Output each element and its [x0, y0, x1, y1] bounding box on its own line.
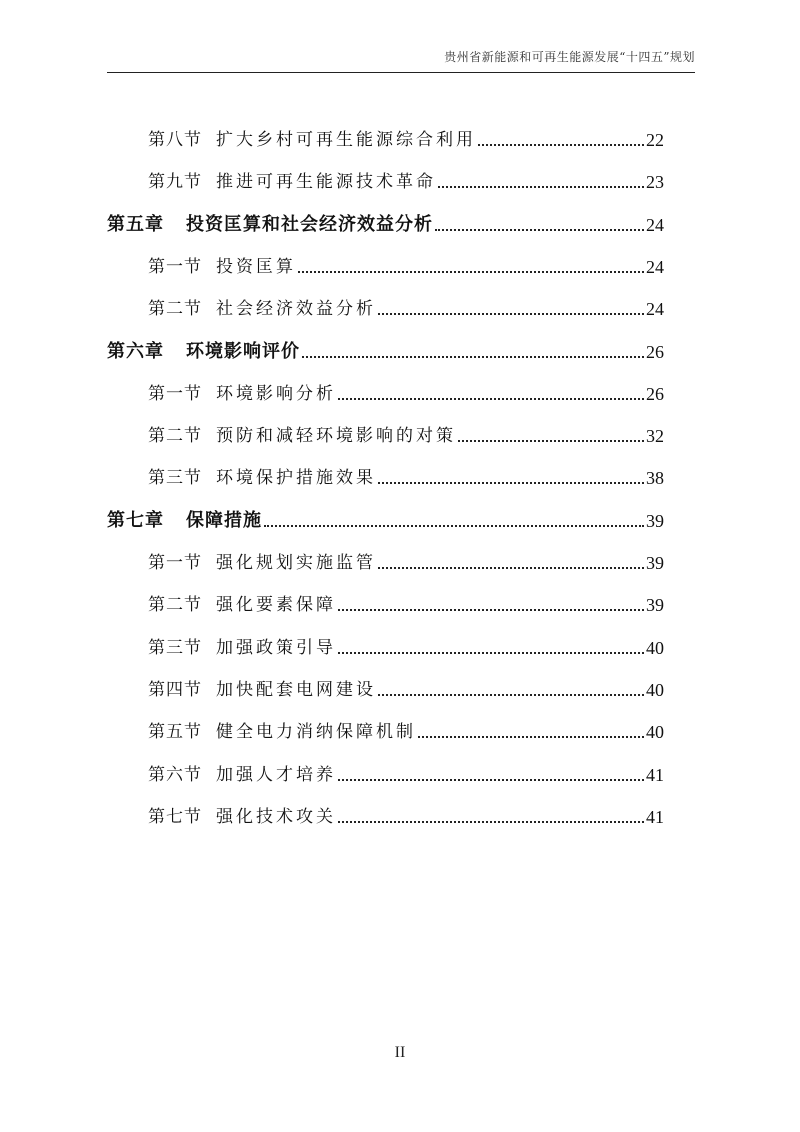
toc-entry-title: 强化技术攻关	[216, 806, 336, 827]
toc-section-entry[interactable]	[148, 586, 664, 616]
toc-entry-page: 26	[646, 341, 664, 362]
toc-entry-title: 投资匡算和社会经济效益分析	[186, 213, 433, 235]
toc-section-entry[interactable]	[148, 798, 664, 828]
toc-section-entry[interactable]	[148, 163, 664, 193]
page-number: II	[394, 1044, 406, 1061]
toc-entry-title: 加快配套电网建设	[216, 679, 376, 700]
toc-entry-number: 第一节	[148, 383, 202, 404]
toc-section-entry[interactable]	[148, 121, 664, 151]
toc-dot-leader	[435, 229, 644, 231]
toc-section-entry[interactable]	[148, 629, 664, 659]
toc-dot-leader	[264, 525, 644, 527]
toc-dot-leader	[338, 609, 644, 611]
toc-entry-page: 38	[646, 468, 664, 489]
toc-section-entry[interactable]	[148, 290, 664, 320]
toc-dot-leader	[338, 398, 644, 400]
toc-entry-page: 22	[646, 130, 664, 150]
toc-entry-title: 预防和减轻环境影响的对策	[216, 426, 456, 447]
toc-entry-title: 社会经济效益分析	[216, 299, 376, 320]
toc-entry-page: 23	[646, 172, 664, 193]
toc-section-entry[interactable]	[148, 671, 664, 701]
toc-chapter-entry[interactable]	[107, 502, 664, 532]
toc-dot-leader	[478, 144, 644, 146]
toc-chapter-entry[interactable]	[107, 333, 664, 363]
toc-entry-page: 41	[646, 806, 664, 827]
toc-section-entry[interactable]	[148, 756, 664, 786]
toc-entry-number: 第二节	[148, 426, 202, 447]
toc-entry-page: 39	[646, 595, 664, 616]
toc-entry-title: 环境影响分析	[216, 383, 336, 404]
toc-dot-leader	[378, 694, 644, 696]
toc-section-entry[interactable]	[148, 713, 664, 743]
toc-entry-page: 40	[646, 637, 664, 658]
toc-entry-number: 第六节	[148, 764, 202, 785]
toc-entry-page: 24	[646, 299, 664, 320]
toc-dot-leader	[338, 652, 644, 654]
toc-entry-number: 第一节	[148, 553, 202, 573]
toc-entry-number: 第九节	[148, 172, 202, 193]
toc-section-entry[interactable]	[148, 375, 664, 405]
toc-entry-title: 环境影响评价	[186, 340, 300, 362]
toc-entry-page: 39	[646, 553, 664, 573]
toc-section-entry[interactable]	[148, 544, 664, 574]
toc-section-entry[interactable]	[148, 248, 664, 278]
toc-section-entry[interactable]	[148, 417, 664, 447]
toc-dot-leader	[378, 313, 644, 315]
toc-entry-title: 投资匡算	[216, 256, 296, 277]
toc-entry-number: 第二节	[148, 299, 202, 320]
toc-dot-leader	[438, 186, 644, 188]
toc-entry-page: 41	[646, 764, 664, 785]
toc-dot-leader	[378, 567, 644, 569]
toc-entry-title: 强化要素保障	[216, 595, 336, 616]
toc-entry-page: 24	[646, 256, 664, 277]
toc-entry-number: 第四节	[148, 679, 202, 700]
running-header: 贵州省新能源和可再生能源发展“十四五”规划	[444, 50, 695, 64]
toc-entry-number: 第八节	[148, 130, 202, 150]
toc-entry-page: 26	[646, 383, 664, 404]
toc-entry-title: 加强政策引导	[216, 637, 336, 658]
toc-dot-leader	[338, 821, 644, 823]
toc-entry-page: 40	[646, 722, 664, 743]
toc-chapter-entry[interactable]	[107, 206, 664, 236]
toc-entry-number: 第七节	[148, 806, 202, 827]
toc-entry-number: 第五章	[107, 213, 164, 235]
toc-entry-title: 环境保护措施效果	[216, 468, 376, 489]
toc-entry-title: 强化规划实施监管	[216, 553, 376, 573]
toc-entry-title: 健全电力消纳保障机制	[216, 722, 416, 743]
toc-dot-leader	[418, 736, 644, 738]
toc-entry-number: 第一节	[148, 256, 202, 277]
toc-entry-number: 第六章	[107, 340, 164, 362]
toc-entry-title: 加强人才培养	[216, 764, 336, 785]
toc-entry-title: 保障措施	[186, 509, 262, 531]
toc-dot-leader	[458, 440, 644, 442]
toc-entry-page: 32	[646, 426, 664, 447]
toc-entry-number: 第二节	[148, 595, 202, 616]
toc-section-entry[interactable]	[148, 459, 664, 489]
toc-dot-leader	[338, 779, 644, 781]
toc-entry-number: 第七章	[107, 509, 164, 531]
toc-dot-leader	[298, 271, 644, 273]
toc-dot-leader	[302, 356, 644, 358]
toc-entry-page: 40	[646, 679, 664, 700]
toc-entry-page: 39	[646, 510, 664, 531]
toc-entry-title: 扩大乡村可再生能源综合利用	[216, 130, 476, 150]
toc-entry-title: 推进可再生能源技术革命	[216, 172, 436, 193]
toc-entry-number: 第五节	[148, 722, 202, 743]
toc-dot-leader	[378, 482, 644, 484]
toc-entry-number: 第三节	[148, 468, 202, 489]
toc-entry-number: 第三节	[148, 637, 202, 658]
toc-entry-page: 24	[646, 214, 664, 235]
